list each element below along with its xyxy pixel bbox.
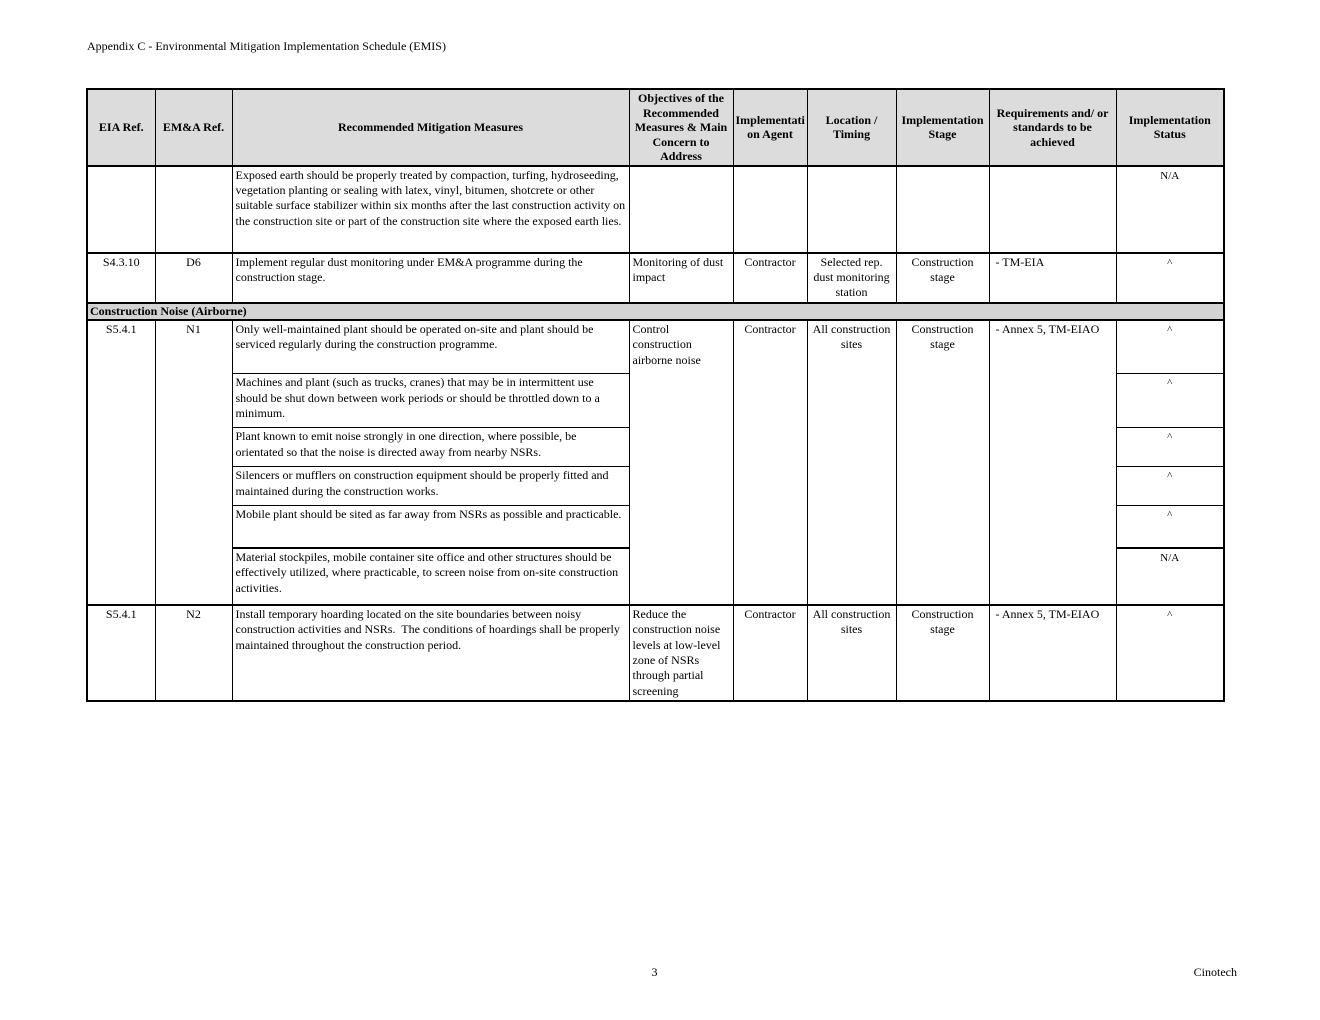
measure-cell: Only well-maintained plant should be operated on-site and plant should be serviced regularly during the construction programme. [232,320,629,374]
location-cell: All construction sites [807,320,896,605]
ema-ref-cell: N2 [155,605,232,701]
measure-cell: Plant known to emit noise strongly in one direction, where possible, be orientated so that the noise is directed away from nearby NSRs. [232,428,629,467]
status-cell: ^ [1116,374,1224,428]
measure-cell: Mobile plant should be sited as far away from NSRs as possible and practicable. [232,506,629,548]
status-cell: ^ [1116,605,1224,701]
eia-ref-cell: S4.3.10 [87,253,155,303]
status-cell: ^ [1116,253,1224,303]
appendix-title: Appendix C - Environmental Mitigation Implementation Schedule (EMIS) [87,39,446,53]
requirements-cell: - Annex 5, TM-EIAO [989,320,1116,605]
section-header-label: Construction Noise (Airborne) [87,303,1224,320]
row-dust-monitoring [87,253,1224,303]
row-exposed-earth [87,166,1224,253]
ema-ref-cell: D6 [155,253,232,303]
requirements-cell: - TM-EIA [989,253,1116,303]
status-cell: N/A [1116,166,1224,253]
table-header-row [87,89,1224,166]
status-cell: ^ [1116,467,1224,506]
objective-cell [629,166,733,253]
row-hoarding [87,605,1224,701]
publisher-name: Cinotech [1193,965,1237,979]
stage-cell: Construction stage [896,253,989,303]
ema-ref-cell: N1 [155,320,232,605]
location-cell: All construction sites [807,605,896,701]
objective-cell: Monitoring of dust impact [629,253,733,303]
objective-cell: Control construction airborne noise [629,320,733,605]
agent-cell: Contractor [733,253,807,303]
status-cell: ^ [1116,428,1224,467]
eia-ref-cell: S5.4.1 [87,605,155,701]
section-header-row [87,303,1224,320]
measure-cell: Machines and plant (such as trucks, cranes) that may be in intermittent use should be shut down between work periods or should be throttled down to a minimum. [232,374,629,428]
row-n1-measure-1 [87,320,1224,374]
requirements-cell [989,166,1116,253]
measure-cell: Install temporary hoarding located on the site boundaries between noisy construction activities and NSRs. The conditions of hoardings shall be properly maintained throughout the construction period. [232,605,629,701]
status-cell: N/A [1116,548,1224,605]
stage-cell: Construction stage [896,320,989,605]
measure-cell: Silencers or mufflers on construction equipment should be properly fitted and maintained during the construction works. [232,467,629,506]
measure-cell: Material stockpiles, mobile container site office and other structures should be effectively utilized, where practicable, to screen noise from on-site construction activities. [232,548,629,605]
location-cell: Selected rep. dust monitoring station [807,253,896,303]
col-header-agent: Implementati on Agent [733,89,807,166]
col-header-ema-ref: EM&A Ref. [155,89,232,166]
col-header-eia-ref: EIA Ref. [87,89,155,166]
objective-cell: Reduce the construction noise levels at low-level zone of NSRs through partial screening [629,605,733,701]
status-cell: ^ [1116,506,1224,548]
col-header-requirements: Requirements and/ or standards to be achieved [989,89,1116,166]
col-header-status: Implementation Status [1116,89,1224,166]
requirements-cell: - Annex 5, TM-EIAO [989,605,1116,701]
measure-cell: Implement regular dust monitoring under EM&A programme during the construction stage. [232,253,629,303]
status-cell: ^ [1116,320,1224,374]
page-number: 3 [651,965,658,979]
measure-cell: Exposed earth should be properly treated by compaction, turfing, hydroseeding, vegetation planting or sealing with latex, vinyl, bitumen, shotcrete or other suitable surface stabilizer within six months after the last construction activity on the construction site or part of the construction site where the exposed earth lies. [232,166,629,253]
col-header-stage: Implementation Stage [896,89,989,166]
col-header-objectives: Objectives of the Recommended Measures & Main Concern to Address [629,89,733,166]
stage-cell [896,166,989,253]
stage-cell: Construction stage [896,605,989,701]
eia-ref-cell [87,166,155,253]
location-cell [807,166,896,253]
agent-cell: Contractor [733,605,807,701]
agent-cell [733,166,807,253]
agent-cell: Contractor [733,320,807,605]
emis-table [86,88,1225,702]
col-header-location-timing: Location / Timing [807,89,896,166]
col-header-measures: Recommended Mitigation Measures [232,89,629,166]
ema-ref-cell [155,166,232,253]
eia-ref-cell: S5.4.1 [87,320,155,605]
